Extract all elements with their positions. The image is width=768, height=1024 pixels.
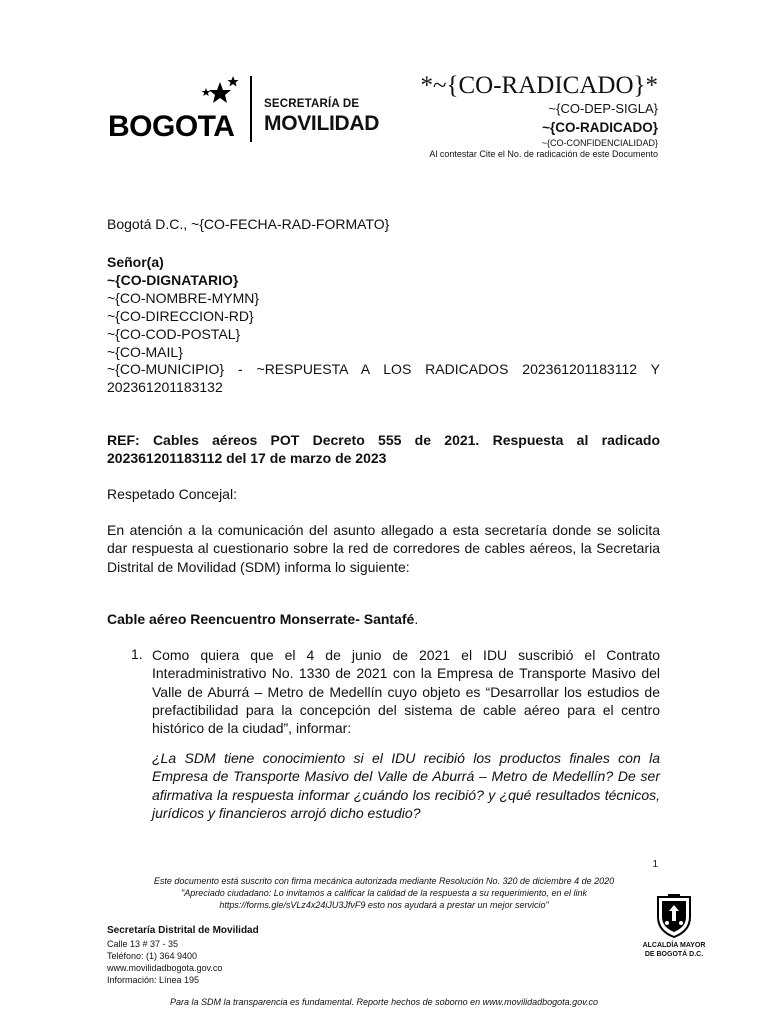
bogota-movilidad-logo <box>108 76 380 146</box>
transparency-note: Para la SDM la transparencia es fundamental. Reporte hechos de soborno en www.movilidadbogota.gov.co <box>169 997 599 1007</box>
firma-note: Este documento está suscrito con firma mecánica autorizada mediante Resolución No. 320 de diciembre 4 de 2020 <box>153 876 615 886</box>
dep-sigla: ~{CO-DEP-SIGLA} <box>548 101 658 116</box>
letter-date: Bogotá D.C., ~{CO-FECHA-RAD-FORMATO} <box>107 216 390 232</box>
confidencialidad: ~{CO-CONFIDENCIALIDAD} <box>541 138 658 148</box>
radicado-barcode-text: *~{CO-RADICADO}* <box>420 72 658 99</box>
logo-divider <box>250 76 252 142</box>
sdm-name: Secretaría Distrital de Movilidad <box>107 925 259 936</box>
section-title-text: Cable aéreo Reencuentro Monserrate- Santafé <box>107 611 415 627</box>
ref-label: REF <box>107 432 135 448</box>
alcaldia-line-2: DE BOGOTÁ D.C. <box>644 951 704 958</box>
recipient-name: ~{CO-NOMBRE-MYMN} <box>107 290 260 306</box>
contestar-note: Al contestar Cite el No. de radicación de este Documento <box>429 149 658 159</box>
sdm-address: Calle 13 # 37 - 35 <box>107 939 179 949</box>
greeting: Respetado Concejal: <box>107 486 237 502</box>
page-number: 1 <box>652 859 658 870</box>
alcaldia-line-1: ALCALDÍA MAYOR <box>642 942 706 949</box>
section-title: Cable aéreo Reencuentro Monserrate- Santafé. <box>107 611 419 627</box>
alcaldia-label <box>634 941 714 959</box>
movilidad-label: MOVILIDAD <box>264 112 380 135</box>
dignatario: ~{CO-DIGNATARIO} <box>107 272 239 288</box>
radicado-number: ~{CO-RADICADO} <box>542 120 658 135</box>
question-paragraph: ¿La SDM tiene conocimiento si el IDU recibió los productos finales con la Empresa de Transporte Masivo del Valle de Aburrá – Metro de Medellín? De ser afirmativa la respuesta informar ¿cuándo los recibió? y ¿qué resultados técnicos, jurídicos y financieros arrojó dicho estudio? <box>152 750 660 821</box>
sdm-info-line: Información: Línea 195 <box>107 975 200 985</box>
sdm-phone: Teléfono: (1) 364 9400 <box>107 951 198 961</box>
municipio-line-2: 202361201183132 <box>107 379 223 396</box>
recipient-mail: ~{CO-MAIL} <box>107 344 183 360</box>
brand-wordmark: BOGOTA <box>108 110 235 143</box>
secretaria-label: SECRETARÍA DE <box>264 98 360 110</box>
recipient-municipio <box>107 360 660 397</box>
reference <box>107 431 660 468</box>
list-item-number: 1. <box>131 646 143 662</box>
list-item-text: Como quiera que el 4 de junio de 2021 el IDU suscribió el Contrato Interadministrativo No. 1330 de 2021 con la Empresa de Transporte Masivo del Valle de Aburrá – Metro de Medellín cuyo objeto es “Desarrollar los estudios de prefactibilidad para la concepción del sistema de cable aéreo para el centro histórico de la ciudad”, informar: <box>152 647 660 737</box>
ref-line-2: 202361201183112 del 17 de marzo de 2023 <box>107 450 387 467</box>
bogota-coat-of-arms-icon <box>654 893 694 939</box>
survey-link[interactable]: https://forms.gle/sVLz4x24iJU3JfvF9 esto nos ayudará a prestar un mejor servicio" <box>219 900 549 910</box>
municipio-line-1: ~{CO-MUNICIPIO} - ~RESPUESTA A LOS RADICADOS 202361201183112 Y <box>107 361 660 377</box>
recipient-postal-code: ~{CO-COD-POSTAL} <box>107 326 241 342</box>
intro-paragraph: En atención a la comunicación del asunto allegado a esta secretaría donde se solicita dar respuesta al cuestionario sobre la red de corredores de cables aéreos, la Secretaria Distrital de Movilidad (SDM) informa lo siguiente: <box>107 522 660 575</box>
salutation-title: Señor(a) <box>107 254 164 270</box>
survey-invitation: "Apreciado ciudadano: Lo invitamos a calificar la calidad de la respuesta a su requerimiento, en el link <box>181 888 587 898</box>
sdm-website-link[interactable]: www.movilidadbogota.gov.co <box>107 963 223 973</box>
recipient-address: ~{CO-DIRECCION-RD} <box>107 308 254 324</box>
ref-line-1: : Cables aéreos POT Decreto 555 de 2021. Respuesta al radicado <box>135 432 660 448</box>
